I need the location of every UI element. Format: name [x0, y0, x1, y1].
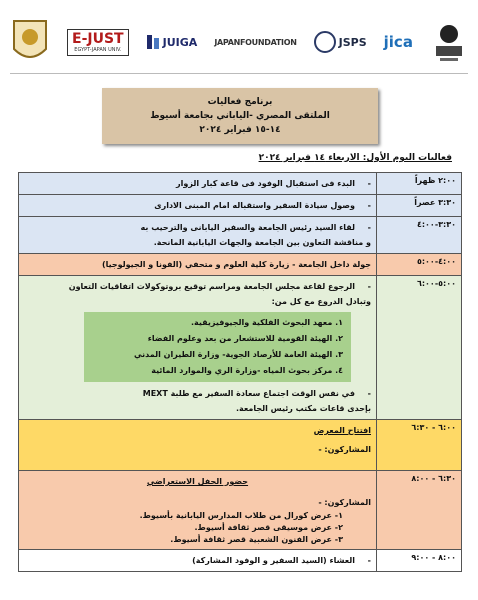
- activity-text-continued: بإحدى قاعات مكتب رئيس الجامعة.: [235, 404, 371, 413]
- seal-logo: [430, 20, 468, 64]
- activity-title: حضور الحفل الاستعراضي: [146, 477, 249, 486]
- assiut-seal-icon: [10, 19, 50, 65]
- juiga-logo: [146, 34, 198, 50]
- activity-title: افتتاح المعرض: [313, 426, 371, 435]
- activity-cell: [19, 471, 377, 550]
- schedule-row: [19, 254, 462, 276]
- activity-text-continued: و مناقشة التعاون بين الجامعة والجهات اليابانية المانحة.: [153, 238, 371, 247]
- performance-item: ١- عرض كورال من طلاب المدارس اليابانية بأسيوط.: [139, 511, 343, 520]
- activity-text: البدء فى استقبال الوفود فى قاعة كبار الزوار: [176, 179, 355, 188]
- activity-cell: - لقاء السيد رئيس الجامعة والسفير اليابانى والترحيب به و مناقشة التعاون بين الجامعة والجهات اليابانية المانحة.: [19, 217, 377, 254]
- schedule-row: [19, 173, 462, 195]
- activity-text: وصول سيادة السفير واستقباله امام المبنى الادارى: [154, 201, 355, 210]
- time-cell: ٤:٠٠-٥:٠٠: [377, 254, 462, 276]
- activity-cell: [19, 420, 377, 471]
- program-title-box: [102, 88, 378, 144]
- time-cell: ٣:٣٠-٤:٠٠: [377, 217, 462, 254]
- jica-logo-text: jica: [383, 33, 413, 51]
- activity-cell: - الرجوع لقاعة مجلس الجامعة ومراسم توقيع بروتوكولات اتفاقيات التعاون وتبادل الدروع مع كل من: ١. معهد البحوث الفلكية والجيوفيزيقية. ٢. الهيئة القومية للاستشعار من بعد وعلوم الفضاء ٣. الهيئة العامة للأرصاد الجوية- وزارة الطيران المدني ٤. مركز بحوث المياه -وزارة الري والموارد المائية - في نفس الوقت اجتماع سعادة السفير مع طلبة MEXT بإحدى قاعات مكتب رئيس الجامعة.: [19, 276, 377, 420]
- activity-text: الرجوع لقاعة مجلس الجامعة ومراسم توقيع بروتوكولات اتفاقيات التعاون: [68, 282, 355, 291]
- participants-label: المشاركون: -: [318, 445, 371, 454]
- time-cell: ٢:٠٠ ظهراً: [377, 173, 462, 195]
- time-cell: ٥:٠٠-٦:٠٠: [377, 276, 462, 420]
- protocol-partners-box: [84, 312, 351, 382]
- activity-cell: - البدء فى استقبال الوفود فى قاعة كبار الزوار: [19, 173, 377, 195]
- performance-list: [24, 510, 371, 546]
- assiut-university-logo: [10, 19, 50, 65]
- partner-item: ٤. مركز بحوث المياه -وزارة الري والموارد المائية: [151, 366, 343, 375]
- partner-item: ١. معهد البحوث الفلكية والجيوفيزيقية.: [191, 318, 343, 327]
- juiga-logo-text: JUIGA: [162, 35, 198, 49]
- schedule-row: [19, 471, 462, 550]
- activity-text: في نفس الوقت اجتماع سعادة السفير مع طلبة MEXT: [142, 389, 355, 398]
- emblem-icon: [430, 20, 468, 64]
- activity-cell: - العشاء (السيد السفير و الوفود المشاركة): [19, 550, 377, 572]
- activity-cell: - وصول سيادة السفير واستقباله امام المبنى الادارى: [19, 195, 377, 217]
- japan-foundation-logo-text: JAPANFOUNDATION: [214, 37, 297, 47]
- title-line-1: برنامج فعاليات: [207, 97, 273, 107]
- jica-logo: [384, 33, 413, 51]
- logo-bar: [10, 12, 468, 72]
- time-cell: ٦:٠٠ - ٦:٣٠: [377, 420, 462, 471]
- activity-text: جولة داخل الجامعة - زيارة كلية العلوم و متحفي (الفونا و الجيولوجيا): [101, 260, 371, 269]
- schedule-row: [19, 217, 462, 254]
- performance-item: ٢- عرض موسيقى قصر ثقافة أسيوط.: [194, 523, 343, 532]
- schedule-row: [19, 550, 462, 572]
- partner-item: ٢. الهيئة القومية للاستشعار من بعد وعلوم الفضاء: [147, 334, 343, 343]
- title-line-2: الملتقى المصري -الياباني بجامعة أسيوط: [150, 111, 330, 121]
- activity-text: لقاء السيد رئيس الجامعة والسفير اليابانى والترحيب به: [140, 223, 355, 232]
- japan-foundation-logo: [214, 38, 296, 47]
- activity-cell: [19, 254, 377, 276]
- day-one-heading: فعاليات اليوم الأول: الاربعاء ١٤ فبراير ٢٠٢٤: [258, 153, 452, 163]
- partner-item: ٣. الهيئة العامة للأرصاد الجوية- وزارة الطيران المدني: [134, 350, 343, 359]
- time-cell: ٨:٠٠ - ٩:٠٠: [377, 550, 462, 572]
- activity-text-continued: وتبادل الدروع مع كل من:: [271, 297, 371, 306]
- jsps-logo-text: JSPS: [338, 35, 367, 49]
- header-divider: [10, 73, 468, 74]
- schedule-table: [18, 172, 462, 572]
- schedule-row: [19, 195, 462, 217]
- time-cell: ٣:٣٠ عصراً: [377, 195, 462, 217]
- jsps-circle-icon: [314, 31, 336, 53]
- activity-text: العشاء (السيد السفير و الوفود المشاركة): [192, 556, 355, 565]
- performance-item: ٣- عرض الفنون الشعبية قصر ثقافة أسيوط.: [170, 535, 343, 544]
- jsps-logo: [314, 31, 367, 53]
- schedule-row: [19, 420, 462, 471]
- time-cell: ٦:٣٠ - ٨:٠٠: [377, 471, 462, 550]
- title-line-3: ١٤-١٥ فبراير ٢٠٢٤: [199, 125, 281, 135]
- schedule-row: [19, 276, 462, 420]
- ejust-logo-text: E-JUST: [72, 30, 124, 47]
- participants-label: المشاركون: -: [318, 498, 371, 507]
- ejust-logo: E-JUST EGYPT-JAPAN UNIV.: [67, 29, 129, 56]
- juiga-mark-icon: [146, 34, 160, 50]
